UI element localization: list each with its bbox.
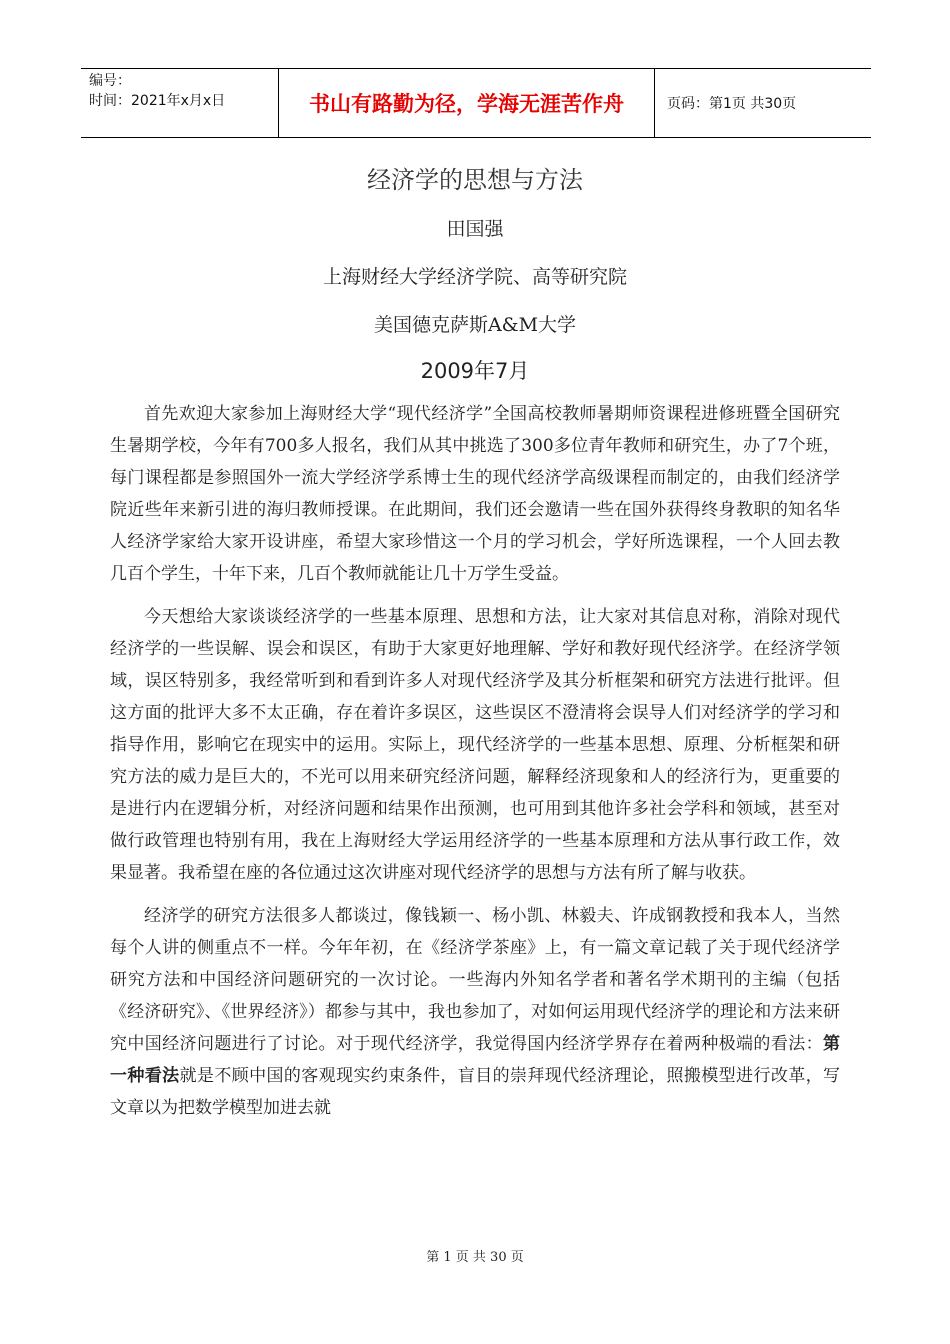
- paragraph-3: [110, 900, 840, 1124]
- page-footer: 第 1 页 共 30 页: [426, 1250, 524, 1265]
- header-page-info: 页码：第1页 共30页: [667, 96, 797, 112]
- header-table: [81, 68, 871, 138]
- author-name: 田国强: [446, 218, 504, 240]
- paragraph-3-text: 经济学的研究方法很多人都谈过，像钱颖一、杨小凯、林毅夫、许成钢教授和我本人，当然每个人讲的侧重点不一样。今年年初，在《经济学茶座》上，有一篇文章记载了关于现代经济学研究方法和中国经济问题研究的一次讨论。一些海内外知名学者和著名学术期刊的主编（包括《经济研究》、《世界经济》）都参与其中，我也参加了，对如何运用现代经济学的理论和方法来研究中国经济问题进行了讨论。对于现代经济学，我觉得国内经济学界存在着两种极端的看法：: [110, 906, 840, 1054]
- paragraph-2: 今天想给大家谈谈经济学的一些基本原理、思想和方法，让大家对其信息对称，消除对现代经济学的一些误解、误会和误区，有助于大家更好地理解、学好和教好现代经济学。在经济学领域，误区特别多，我经常听到和看到许多人对现代经济学及其分析框架和研究方法进行批评。但这方面的批评大多不太正确，存在着许多误区，这些误区不澄清将会误导人们对经济学的学习和指导作用，影响它在现实中的运用。实际上，现代经济学的一些基本思想、原理、分析框架和研究方法的威力是巨大的，不光可以用来研究经济问题，解释经济现象和人的经济行为，更重要的是进行内在逻辑分析，对经济问题和结果作出预测，也可用到其他许多社会学科和领域，甚至对做行政管理也特别有用，我在上海财经大学运用经济学的一些基本原理和方法从事行政工作，效果显著。我希望在座的各位通过这次讲座对现代经济学的思想与方法有所了解与收获。: [110, 607, 840, 883]
- document-title: 经济学的思想与方法: [367, 166, 583, 194]
- document-date: 2009年7月: [420, 359, 530, 383]
- time-label: 时间：2021年x月x日: [89, 93, 226, 109]
- header-meta-cell: [81, 69, 279, 137]
- bold-phrase: 第一种看法: [110, 1034, 840, 1086]
- affiliation-2: 美国德克萨斯A&M大学: [373, 314, 577, 336]
- number-label: 编号：: [89, 73, 131, 89]
- body-text: [110, 398, 840, 1135]
- paragraph-3-tail: 就是不顾中国的客观现实约束条件，盲目的崇拜现代经济理论，照搬模型进行改革，写文章以为把数学模型加进去就: [110, 1066, 840, 1118]
- affiliation-1: 上海财经大学经济学院、高等研究院: [322, 266, 627, 288]
- header-motto: 书山有路勤为径，学海无涯苦作舟: [279, 69, 655, 137]
- paragraph-1: 首先欢迎大家参加上海财经大学“现代经济学”全国高校教师暑期师资课程进修班暨全国研究生暑期学校，今年有700多人报名，我们从其中挑选了300多位青年教师和研究生，办了7个班，每门课程都是参照国外一流大学经济学系博士生的现代经济学高级课程而制定的，由我们经济学院近些年来新引进的海归教师授课。在此期间，我们还会邀请一些在国外获得终身教职的知名华人经济学家给大家开设讲座，希望大家珍惜这一个月的学习机会，学好所选课程，一个人回去教几百个学生，十年下来，几百个教师就能让几十万学生受益。: [110, 404, 840, 584]
